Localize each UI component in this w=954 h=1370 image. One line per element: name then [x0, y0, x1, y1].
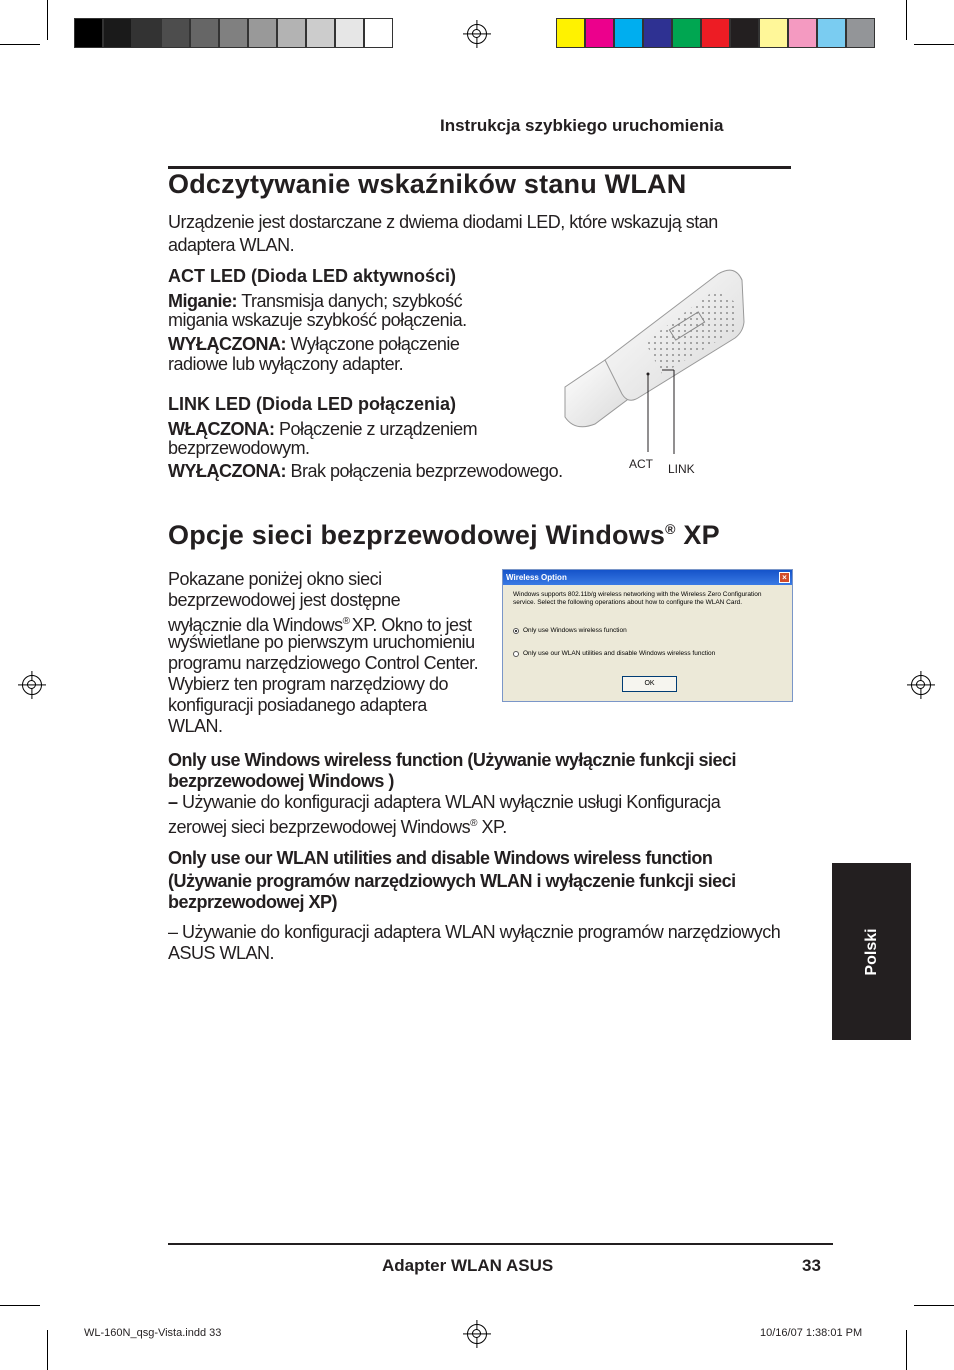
color-swatch [74, 18, 103, 48]
registration-mark-icon [467, 1324, 487, 1344]
crop-mark [0, 1305, 40, 1306]
link-on-label: WŁĄCZONA: [168, 419, 275, 439]
crop-mark [0, 44, 40, 45]
language-tab [832, 863, 911, 1040]
link-off-label: WYŁĄCZONA: [168, 461, 286, 481]
act-label: ACT [629, 457, 653, 471]
act-off-line [168, 334, 459, 355]
act-off-text: Wyłączone połączenie [290, 334, 460, 354]
color-swatch [846, 18, 875, 48]
color-swatch [364, 18, 393, 48]
color-swatch [672, 18, 701, 48]
color-swatch [701, 18, 730, 48]
para-line: konfiguracji posiadanego adaptera [168, 695, 427, 715]
page-number: 33 [802, 1256, 821, 1275]
link-led-heading: LINK LED (Dioda LED połączenia) [168, 394, 457, 414]
para-text: XP. Okno to jest [351, 615, 472, 635]
ok-button[interactable]: OK [622, 676, 677, 692]
act-blink-line [168, 291, 462, 312]
option1-text-part: XP. [477, 817, 507, 837]
para-text: wyłącznie dla Windows [168, 615, 343, 635]
registered-mark: ® [665, 521, 676, 537]
crop-mark [47, 1330, 48, 1370]
link-off-line [168, 461, 563, 482]
running-header: Instrukcja szybkiego uruchomienia [440, 116, 724, 135]
option-utilities-label[interactable]: Only use our WLAN utilities and disable Windows wireless function [523, 650, 716, 657]
link-on-line: bezprzewodowym. [168, 438, 310, 458]
title-text: Opcje sieci bezprzewodowej Windows [168, 520, 666, 550]
registration-mark-icon [22, 675, 42, 695]
option2-heading: bezprzewodowej XP) [168, 892, 338, 912]
registration-mark-icon [467, 24, 487, 44]
option-utilities-radio[interactable] [513, 651, 519, 657]
option2-heading: Only use our WLAN utilities and disable Windows wireless function [168, 848, 713, 868]
para-line: Wybierz ten program narzędziowy do [168, 674, 448, 694]
option2-text: ASUS WLAN. [168, 943, 275, 963]
color-swatch [788, 18, 817, 48]
intro-line: adaptera WLAN. [168, 235, 295, 255]
color-swatch [614, 18, 643, 48]
para-line: bezprzewodowej jest dostępne [168, 590, 401, 610]
language-tab-label: Polski [862, 927, 880, 976]
crop-mark [914, 44, 954, 45]
crop-mark [47, 0, 48, 40]
link-label: LINK [668, 462, 695, 476]
close-icon[interactable]: × [779, 572, 790, 583]
footer-product: Adapter WLAN ASUS [382, 1256, 554, 1275]
registered-mark: ® [342, 616, 352, 627]
option1-heading: bezprzewodowej Windows ) [168, 771, 394, 791]
color-swatch [248, 18, 277, 48]
option1-text [168, 813, 507, 838]
link-off-text: Brak połączenia bezprzewodowego. [290, 461, 563, 481]
crop-mark [906, 0, 907, 40]
color-swatch [190, 18, 219, 48]
act-blink-line: migania wskazuje szybkość połączenia. [168, 310, 467, 330]
option-windows-label[interactable]: Only use Windows wireless function [523, 627, 627, 634]
act-off-label: WYŁĄCZONA: [168, 334, 286, 354]
option1-heading: Only use Windows wireless function (Używanie wyłącznie funkcji sieci [168, 750, 736, 770]
wireless-option-dialog [502, 569, 793, 702]
slug-file: WL-160N_qsg-Vista.indd 33 [84, 1327, 222, 1339]
dialog-title-bar [503, 570, 792, 585]
title-suffix: XP [675, 520, 720, 550]
dialog-title: Wireless Option [506, 573, 567, 582]
option1-text-part: Używanie do konfiguracji adaptera WLAN wyłącznie usługi Konfiguracja [177, 792, 721, 812]
color-swatch [277, 18, 306, 48]
registration-mark-icon [911, 675, 931, 695]
option-windows-radio[interactable] [513, 628, 519, 634]
color-swatch [335, 18, 364, 48]
slug-date: 10/16/07 1:38:01 PM [760, 1327, 863, 1339]
option2-heading: (Używanie programów narzędziowych WLAN i wyłączenie funkcji sieci [168, 871, 736, 891]
color-swatch [730, 18, 759, 48]
color-swatch [556, 18, 585, 48]
act-blink-label: Miganie: [168, 291, 238, 311]
para-line: programu narzędziowego Control Center. [168, 653, 479, 673]
option2-text: – Używanie do konfiguracji adaptera WLAN wyłącznie programów narzędziowych [168, 922, 781, 942]
color-swatch [643, 18, 672, 48]
color-swatch [161, 18, 190, 48]
footer-rule [168, 1243, 833, 1245]
option1-text-part: zerowej sieci bezprzewodowej Windows [168, 817, 471, 837]
section-title-wireless [168, 520, 720, 551]
color-swatch [817, 18, 846, 48]
link-on-text: Połączenie z urządzeniem [279, 419, 478, 439]
crop-mark [914, 1305, 954, 1306]
registered-mark: ® [470, 818, 478, 829]
color-swatch [132, 18, 161, 48]
intro-line: Urządzenie jest dostarczane z dwiema diodami LED, które wskazują stan [168, 212, 718, 232]
link-on-line [168, 419, 477, 440]
usb-adapter-illustration [550, 262, 760, 482]
color-swatch [585, 18, 614, 48]
section-title-led: Odczytywanie wskaźników stanu WLAN [168, 169, 687, 199]
dialog-description: Windows supports 802.11b/g wireless networking with the Wireless Zero Configuration [513, 591, 762, 598]
option1-text [168, 792, 720, 813]
color-swatch [103, 18, 132, 48]
color-swatch [306, 18, 335, 48]
color-swatch [219, 18, 248, 48]
dialog-description: service. Select the following operations about how to configure the WLAN Card. [513, 599, 743, 606]
act-off-line: radiowe lub wyłączony adapter. [168, 354, 404, 374]
crop-mark [906, 1330, 907, 1370]
para-line: WLAN. [168, 716, 223, 736]
para-line: wyświetlane po pierwszym uruchomieniu [168, 632, 475, 652]
act-blink-text: Transmisja danych; szybkość [241, 291, 463, 311]
color-swatch [759, 18, 788, 48]
dash: – [168, 792, 178, 812]
act-led-heading: ACT LED (Dioda LED aktywności) [168, 266, 457, 286]
para-line: Pokazane poniżej okno sieci [168, 569, 382, 589]
